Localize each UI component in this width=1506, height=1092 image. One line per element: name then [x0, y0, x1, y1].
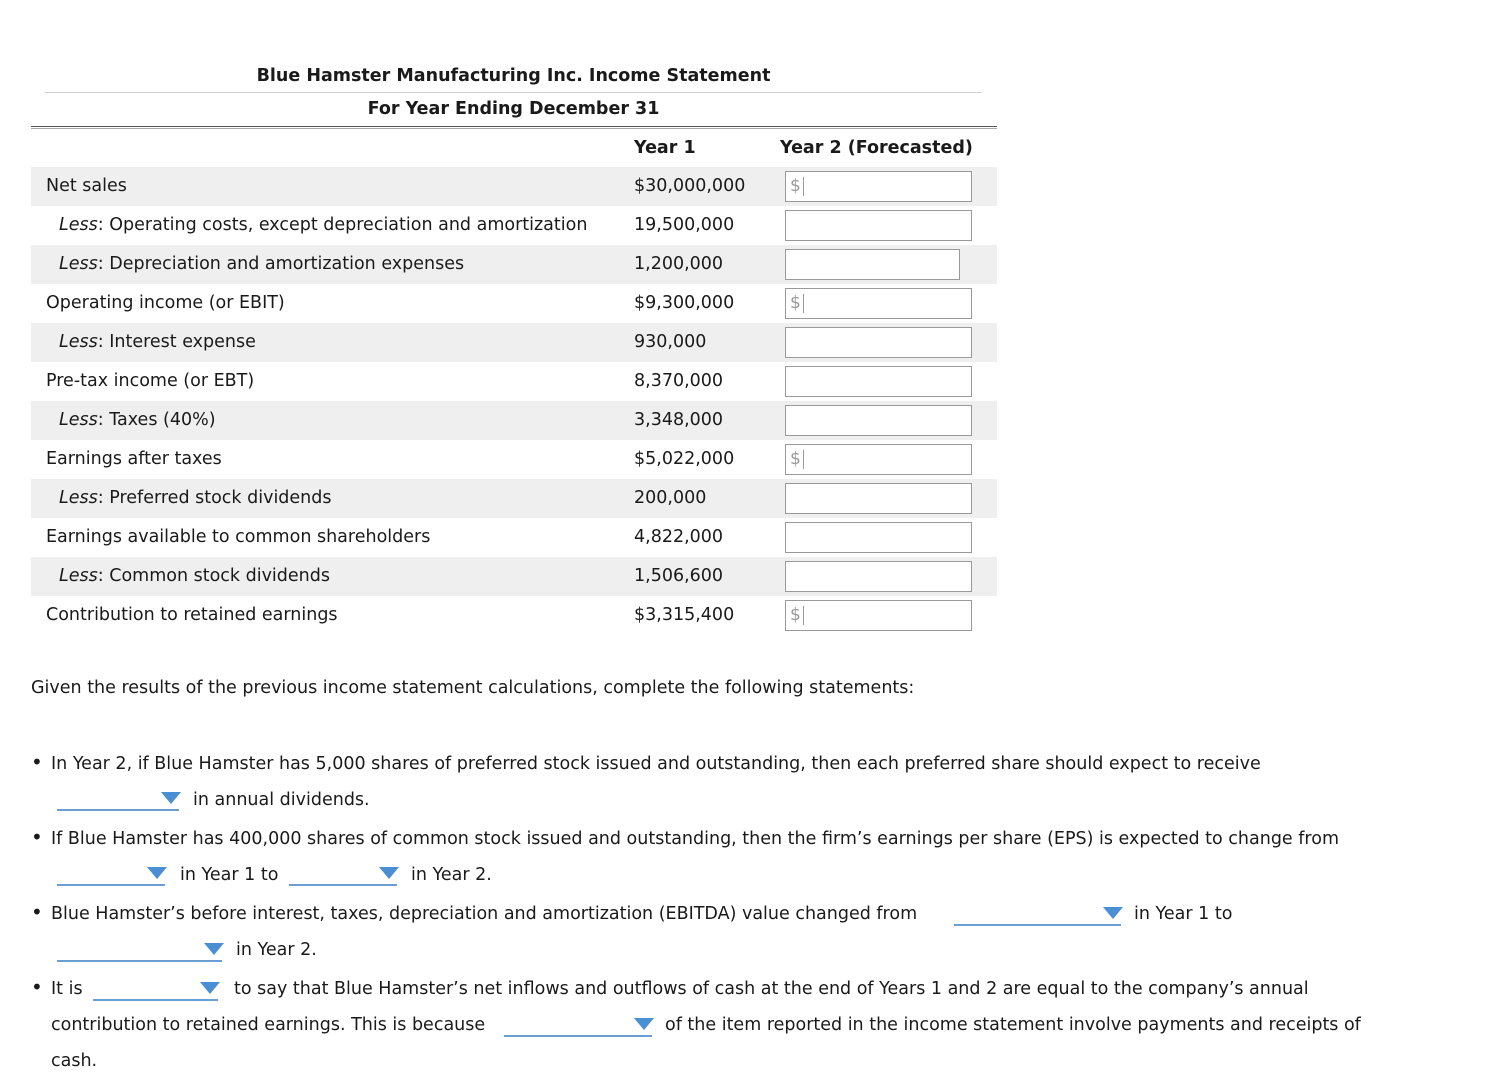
year2-eat-input[interactable]: [785, 444, 972, 475]
b4-mid: to say that Blue Hamster’s net inflows and outflows of cash at the end of Years 1 and 2 are equal to the company’s annual: [234, 979, 1309, 999]
row-label: Contribution to retained earnings: [46, 605, 338, 625]
b1-text: In Year 2, if Blue Hamster has 5,000 shares of preferred stock issued and outstanding, then each preferred share should expect to receive: [51, 754, 1261, 774]
row-year1-value: 1,506,600: [634, 566, 724, 586]
column-headers: [31, 129, 997, 167]
row-year1-value: 3,348,000: [634, 410, 724, 430]
reason-dropdown[interactable]: [504, 1013, 652, 1037]
chevron-down-icon: [200, 982, 220, 994]
less-label: Less: [59, 332, 98, 352]
row-year1-value: 4,822,000: [634, 527, 724, 547]
year2-ebt-input[interactable]: [785, 366, 972, 397]
bullet-icon: •: [31, 750, 43, 774]
row-year1-value: $9,300,000: [634, 293, 735, 313]
year2-ebit-input[interactable]: [785, 288, 972, 319]
row-year1-value: 8,370,000: [634, 371, 724, 391]
chevron-down-icon: [634, 1018, 654, 1030]
b2-after: in Year 2.: [411, 865, 492, 885]
year2-depreciation-input[interactable]: [785, 249, 960, 280]
row-label: Less: Depreciation and amortization expenses: [59, 254, 465, 274]
questions-prompt: Given the results of the previous income statement calculations, complete the following statements:: [31, 678, 915, 698]
preferred-dividend-dropdown[interactable]: [57, 787, 179, 811]
row-label: Less: Operating costs, except depreciation and amortization: [59, 215, 588, 235]
b3-mid: in Year 1 to: [1134, 904, 1233, 924]
year2-preferred-dividends-input[interactable]: [785, 483, 972, 514]
row-year1-value: $3,315,400: [634, 605, 735, 625]
chevron-down-icon: [147, 867, 167, 879]
statement-subtitle: For Year Ending December 31: [367, 99, 660, 119]
bullet-icon: •: [31, 975, 43, 999]
b4-line3: cash.: [51, 1051, 98, 1071]
row-year1-value: $30,000,000: [634, 176, 746, 196]
ebitda-year1-dropdown[interactable]: [954, 902, 1121, 926]
row-year1-value: 1,200,000: [634, 254, 724, 274]
bullet-icon: •: [31, 900, 43, 924]
row-label: Net sales: [46, 176, 127, 196]
dollar-icon: $: [790, 172, 801, 201]
row-label: Less: Preferred stock dividends: [59, 488, 332, 508]
dollar-icon: $: [790, 601, 801, 630]
less-label: Less: [59, 488, 98, 508]
accuracy-dropdown[interactable]: [93, 977, 218, 1001]
eps-year2-dropdown[interactable]: [289, 862, 397, 886]
less-label: Less: [59, 410, 98, 430]
table-row: [31, 596, 997, 635]
col-year1: Year 1: [634, 138, 696, 158]
year2-taxes-input[interactable]: [785, 405, 972, 436]
row-label: Less: Taxes (40%): [59, 410, 216, 430]
chevron-down-icon: [204, 943, 224, 955]
year2-retained-earnings-input[interactable]: [785, 600, 972, 631]
b3-text: Blue Hamster’s before interest, taxes, depreciation and amortization (EBITDA) value changed from: [51, 904, 918, 924]
table-row: [31, 284, 997, 323]
less-label: Less: [59, 566, 98, 586]
table-row: [31, 557, 997, 596]
year2-interest-input[interactable]: [785, 327, 972, 358]
col-year2: Year 2 (Forecasted): [780, 138, 973, 158]
bullet-icon: •: [31, 825, 43, 849]
b4-text: It is: [51, 979, 83, 999]
row-label: Operating income (or EBIT): [46, 293, 285, 313]
year2-operating-costs-input[interactable]: [785, 210, 972, 241]
b4-line2: contribution to retained earnings. This is because: [51, 1015, 486, 1035]
dollar-icon: $: [790, 445, 801, 474]
statement-title: Blue Hamster Manufacturing Inc. Income Statement: [45, 60, 982, 93]
row-year1-value: $5,022,000: [634, 449, 735, 469]
row-label: Pre-tax income (or EBT): [46, 371, 255, 391]
table-row: [31, 206, 997, 245]
chevron-down-icon: [379, 867, 399, 879]
less-label: Less: [59, 215, 98, 235]
chevron-down-icon: [1103, 907, 1123, 919]
year2-net-sales-input[interactable]: [785, 171, 972, 202]
row-year1-value: 19,500,000: [634, 215, 735, 235]
b3-after: in Year 2.: [236, 940, 317, 960]
eps-year1-dropdown[interactable]: [57, 862, 165, 886]
table-row: [31, 323, 997, 362]
b2-mid: in Year 1 to: [180, 865, 279, 885]
dollar-icon: $: [790, 289, 801, 318]
table-row: [31, 401, 997, 440]
less-label: Less: [59, 254, 98, 274]
b1-after: in annual dividends.: [193, 790, 370, 810]
table-row: [31, 479, 997, 518]
row-label: Earnings after taxes: [46, 449, 222, 469]
year2-common-dividends-input[interactable]: [785, 561, 972, 592]
ebitda-year2-dropdown[interactable]: [57, 938, 222, 962]
row-year1-value: 200,000: [634, 488, 707, 508]
row-year1-value: 930,000: [634, 332, 707, 352]
chevron-down-icon: [161, 792, 181, 804]
b4-after: of the item reported in the income statement involve payments and receipts of: [665, 1015, 1361, 1035]
table-row: [31, 440, 997, 479]
table-row: [31, 518, 997, 557]
table-row: [31, 245, 997, 284]
b2-text: If Blue Hamster has 400,000 shares of common stock issued and outstanding, then the firm’s earnings per share (EPS) is expected to change from: [51, 829, 1339, 849]
row-label: Less: Interest expense: [59, 332, 256, 352]
table-row: [31, 362, 997, 401]
table-row: [31, 167, 997, 206]
income-statement-table: [31, 60, 997, 635]
year2-earnings-common-input[interactable]: [785, 522, 972, 553]
row-label: Earnings available to common shareholders: [46, 527, 431, 547]
row-label: Less: Common stock dividends: [59, 566, 330, 586]
